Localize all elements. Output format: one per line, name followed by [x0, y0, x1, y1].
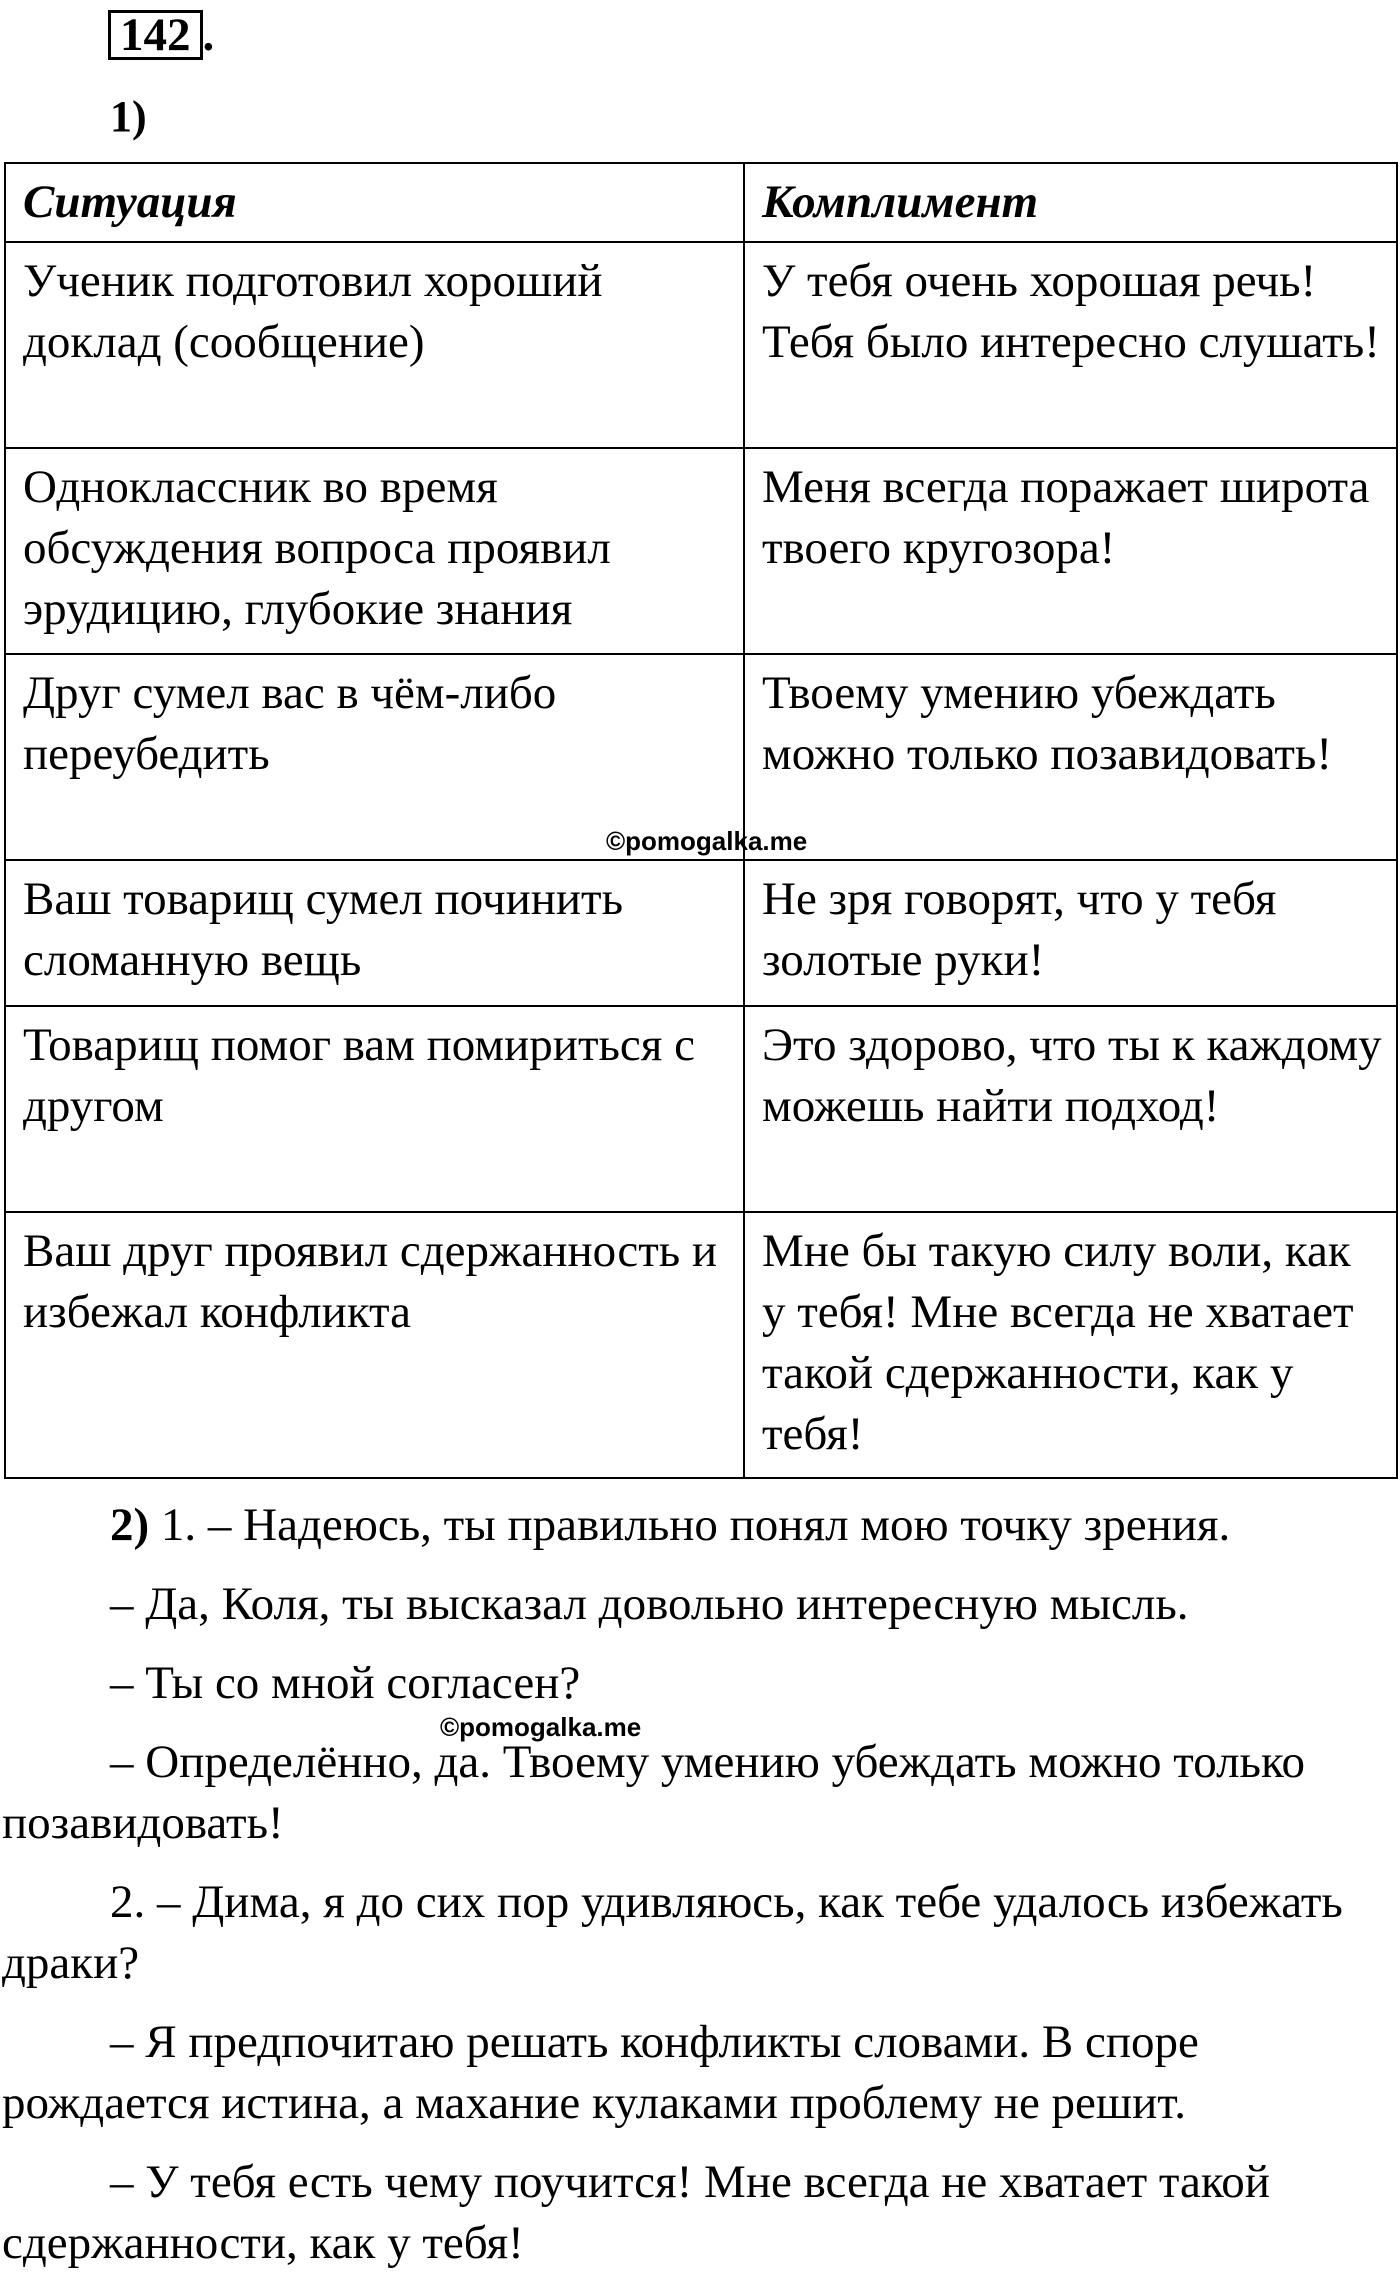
compliment-cell: У тебя очень хорошая речь! Тебя было интересно слушать! [744, 242, 1397, 448]
situation-cell: Ваш друг проявил сдержанность и избежал конфликта [5, 1212, 744, 1478]
watermark: ©pomogalka.me [606, 826, 808, 856]
situation-cell: Одноклассник во время обсуждения вопроса проявил эрудицию, глубокие знания [5, 448, 744, 654]
situation-cell: Товарищ помог вам помириться с другом [5, 1006, 744, 1212]
dialogue-paragraph: – Определённо, да. Твоему умению убеждать можно только позавидовать! [2, 1736, 1305, 1849]
compliment-cell: Это здорово, что ты к каждому можешь найти подход! [744, 1006, 1397, 1212]
task-number [108, 10, 214, 60]
table-row [5, 448, 1397, 654]
table-row [5, 242, 1397, 448]
dialogue-line: 1. – Надеюсь, ты правильно понял мою точку зрения. [160, 1499, 1231, 1551]
part-1-label: 1) [110, 92, 147, 141]
part-2-dialogue [2, 1495, 1396, 2292]
dialogue-paragraph: – У тебя есть чему поучится! Мне всегда не хватает такой сдержанности, как у тебя! [2, 2156, 1270, 2269]
header-compliment: Комплимент [744, 163, 1397, 242]
dialogue-paragraph [2, 1495, 1396, 1556]
task-number-box: 142 [108, 10, 203, 60]
table-row [5, 1006, 1397, 1212]
part-2-label: 2) [110, 1499, 150, 1551]
compliment-cell: Мне бы такую силу воли, как у тебя! Мне всегда не хватает такой сдержанности, как у тебя! [744, 1212, 1397, 1478]
dialogue-paragraph: 2. – Дима, я до сих пор удивляюсь, как тебе удалось избежать драки? [2, 1876, 1343, 1989]
compliment-cell: Не зря говорят, что у тебя золотые руки! [744, 860, 1397, 1006]
situation-cell: Ваш товарищ сумел починить сломанную вещь [5, 860, 744, 1006]
compliment-cell: Твоему умению убеждать можно только позавидовать! [744, 654, 1397, 860]
table-row [5, 860, 1397, 1006]
header-situation: Ситуация [5, 163, 744, 242]
dialogue-paragraph: – Да, Коля, ты высказал довольно интересную мысль. [110, 1578, 1189, 1630]
situation-cell: Друг сумел вас в чём-либо переубедить [5, 654, 744, 860]
dialogue-paragraph: – Ты со мной согласен? [110, 1657, 581, 1709]
table-row [5, 1212, 1397, 1478]
compliment-cell: Меня всегда поражает широта твоего кругозора! [744, 448, 1397, 654]
situation-cell: Ученик подготовил хороший доклад (сообщение) [5, 242, 744, 448]
task-number-suffix: . [202, 9, 215, 61]
situation-compliment-table [4, 162, 1398, 1479]
table-header-row [5, 163, 1397, 242]
watermark: ©pomogalka.me [440, 1712, 642, 1742]
dialogue-paragraph: – Я предпочитаю решать конфликты словами. В споре рождается истина, а махание кулаками проблему не решит. [2, 2016, 1199, 2129]
